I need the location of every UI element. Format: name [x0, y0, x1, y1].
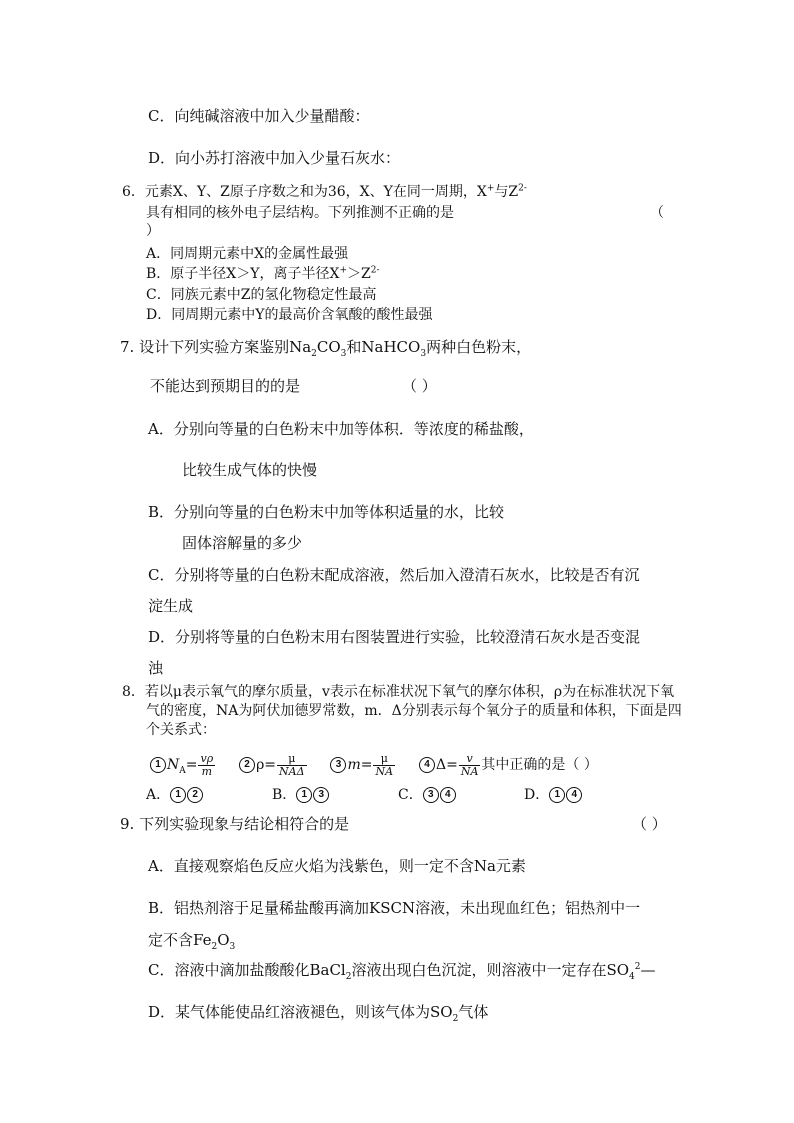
circled-number: 3	[313, 787, 329, 803]
q7-option-a-line1: A．分别向等量的白色粉末中加等体积．等浓度的稀盐酸，	[148, 420, 534, 438]
fraction: $\frac{v\rho}{m}$	[200, 751, 214, 778]
q8-stem-line3: 个关系式：	[146, 722, 216, 738]
circled-number: 1	[296, 787, 312, 803]
q7-stem-line1: 7. 设计下列实验方案鉴别$Na_2CO_3$和NaHCO$_3$两种白色粉末，	[120, 338, 532, 359]
q7-option-b-line1: B．分别向等量的白色粉末中加等体积适量的水，比较	[148, 503, 505, 521]
q5-option-d: D．向小苏打溶液中加入少量石灰水：	[148, 149, 401, 167]
q7-answer-paren: （ ）	[402, 377, 437, 395]
q9-option-b-line2: 定不含$Fe_2O_3$	[148, 931, 236, 952]
q6-option-d: D．同周期元素中Y的最高价含氧酸的酸性最强	[146, 307, 433, 323]
circled-number: 4	[566, 787, 582, 803]
q8-option-c: C． 3 4	[398, 786, 457, 804]
q6-option-b: B．原子半径X＞Y，离子半径$X^+>Z^{2-}$	[146, 265, 380, 282]
q9-option-d: D．某气体能使品红溶液褪色，则该气体为$SO_2$气体	[148, 1003, 489, 1024]
q7-option-d-line1: D．分别将等量的白色粉末用右图装置进行实验，比较澄清石灰水是否变混	[148, 628, 641, 646]
q7-option-c-line2: 淀生成	[148, 597, 194, 615]
fraction: $\frac{\mu}{\text{NAΔ}}$	[279, 751, 305, 778]
q9-stem: 9. 下列实验现象与结论相符合的是	[120, 815, 350, 833]
circled-number: 1	[549, 787, 565, 803]
q8-stem-line1: 8．若以μ表示氧气的摩尔质量，v表示在标准状况下氧气的摩尔体积，ρ为在标准状况下氧	[122, 684, 675, 700]
q8-option-a: A． 1 2	[146, 786, 204, 804]
q9-option-a: A．直接观察焰色反应火焰为浅紫色，则一定不含Na元素	[148, 857, 526, 875]
q7-option-d-line2: 浊	[148, 659, 164, 677]
q8-option-b: B． 1 3	[272, 786, 330, 804]
circled-number: 1	[150, 757, 166, 773]
q8-formulas: 1 $N_A=$ $\frac{v\rho}{m}$ 2 ρ= $\frac{\mu}{\text{NAΔ}}$ 3 m= $\frac{\mu}{NA}$ 4 Δ= $\frac{v}{NA}$ 其中正确的是（ ）	[150, 752, 598, 778]
circled-number: 1	[170, 787, 186, 803]
q7-option-a-line2: 比较生成气体的快慢	[182, 461, 318, 479]
q9-answer-paren: （ ）	[632, 815, 667, 833]
circled-number: 2	[187, 787, 203, 803]
q6-option-c: C．同族元素中Z的氢化物稳定性最高	[146, 287, 377, 303]
circled-number: 4	[440, 787, 456, 803]
q7-option-b-line2: 固体溶解量的多少	[182, 534, 303, 552]
q6-stem-line1: 6．元素X、Y、Z原子序数之和为36，X、Y在同一周期，X+与$Z^{2-}$	[122, 183, 527, 200]
q8-option-d: D． 1 4	[524, 786, 583, 804]
circled-number: 3	[330, 757, 346, 773]
q6-paren-close: ）	[146, 223, 160, 239]
q7-option-c-line1: C．分别将等量的白色粉末配成溶液，然后加入澄清石灰水，比较是否有沉	[148, 566, 640, 584]
q6-paren-open: （	[650, 205, 664, 221]
fraction: $\frac{v}{NA}$	[460, 751, 479, 778]
circled-number: 3	[423, 787, 439, 803]
q9-option-b-line1: B．铝热剂溶于足量稀盐酸再滴加KSCN溶液，未出现血红色；铝热剂中一	[148, 899, 641, 917]
q7-stem-line2: 不能达到预期目的的是	[150, 377, 301, 395]
q8-stem-line2: 气的密度，NA为阿伏加德罗常数，m．Δ分别表示每个氧分子的质量和体积，下面是四	[146, 703, 682, 719]
q6-option-a: A．同周期元素中X的金属性最强	[146, 246, 349, 262]
q6-stem-line2: 具有相同的核外电子层结构。下列推测不正确的是	[146, 205, 454, 221]
circled-number: 4	[419, 757, 435, 773]
fraction: $\frac{\mu}{NA}$	[375, 751, 394, 778]
q5-option-c: C．向纯碱溶液中加入少量醋酸：	[148, 107, 370, 125]
q9-option-c: C．溶液中滴加盐酸酸化BaCl$_2$溶液出现白色沉淀，则溶液中一定存在$SO_4^2—$	[148, 961, 656, 982]
circled-number: 2	[239, 757, 255, 773]
